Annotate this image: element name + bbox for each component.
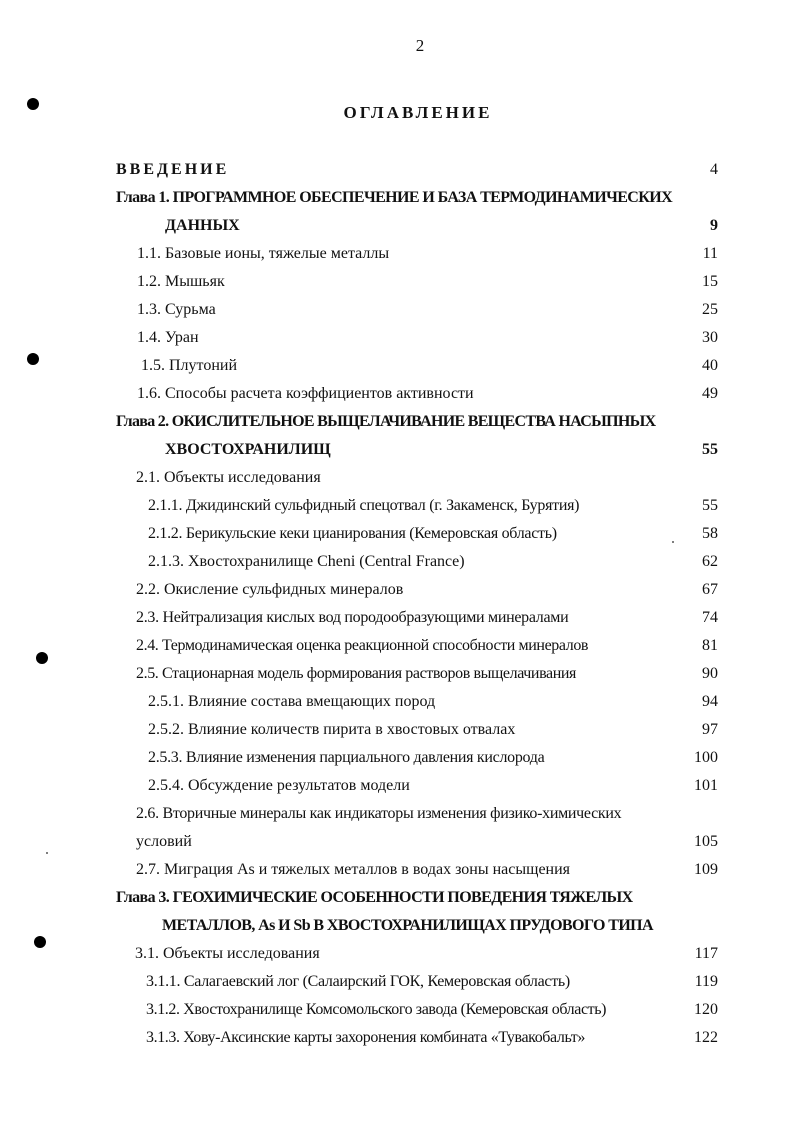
toc-entry[interactable] [0, 968, 796, 996]
toc-entry[interactable] [0, 492, 796, 520]
toc-entry-page: 25 [702, 301, 718, 318]
toc-entry-label: 1.5. Плутоний [141, 357, 238, 374]
toc-entry[interactable] [0, 296, 796, 324]
toc-entry[interactable] [0, 996, 796, 1024]
toc-entry-chapter-1[interactable] [0, 184, 796, 212]
toc-entry-page: 30 [702, 329, 718, 346]
toc-entry-label: 2.7. Миграция As и тяжелых металлов в водах зоны насыщения [136, 861, 571, 878]
toc-entry[interactable] [0, 772, 796, 800]
toc-entry-page: 49 [702, 385, 718, 402]
toc-entry-label: 2.2. Окисление сульфидных минералов [136, 581, 404, 598]
page-number: 2 [415, 36, 425, 55]
toc-entry-label: 1.1. Базовые ионы, тяжелые металлы [137, 245, 390, 262]
toc-entry[interactable] [0, 716, 796, 744]
toc-entry-page: 15 [702, 273, 718, 290]
toc-entry[interactable] [0, 688, 796, 716]
toc-entry-page: 109 [694, 861, 718, 878]
toc-entry-label: Глава 1. ПРОГРАММНОЕ ОБЕСПЕЧЕНИЕ И БАЗА ТЕРМОДИНАМИЧЕСКИХ [116, 189, 673, 206]
toc-entry-label: 2.3. Нейтрализация кислых вод породообразующими минералами [136, 609, 569, 626]
toc-entry-label: Глава 3. ГЕОХИМИЧЕСКИЕ ОСОБЕННОСТИ ПОВЕДЕНИЯ ТЯЖЕЛЫХ [116, 889, 633, 906]
toc-entry-label: 3.1. Объекты исследования [135, 945, 320, 962]
toc-entry-label: 3.1.3. Хову-Аксинские карты захоронения комбината «Тувакобальт» [146, 1029, 585, 1046]
toc-entry[interactable] [0, 632, 796, 660]
toc-entry-page: 55 [702, 497, 718, 514]
toc-entry-page: 94 [702, 693, 718, 710]
toc-entry-intro[interactable] [0, 156, 796, 184]
toc-entry-page: 122 [694, 1029, 718, 1046]
toc-entry[interactable] [0, 240, 796, 268]
toc-entry-page: 100 [694, 749, 718, 766]
toc-entry[interactable] [0, 352, 796, 380]
toc-entry-label: 3.1.1. Салагаевский лог (Салаирский ГОК, Кемеровская область) [146, 973, 570, 990]
toc-entry-label: ХВОСТОХРАНИЛИЩ [165, 441, 331, 458]
toc-entry[interactable] [0, 744, 796, 772]
toc-title: ОГЛАВЛЕНИЕ [343, 103, 493, 122]
toc-entry-page: 119 [694, 973, 718, 990]
toc-entry[interactable] [0, 856, 796, 884]
toc-entry-page: 120 [694, 1001, 718, 1018]
toc-entry-page: 9 [710, 217, 718, 234]
toc-entry-chapter-3[interactable] [0, 884, 796, 912]
toc-entry[interactable] [0, 660, 796, 688]
toc-entry-page: 62 [702, 553, 718, 570]
toc-entry[interactable] [0, 324, 796, 352]
toc-entry-page: 97 [702, 721, 718, 738]
toc-entry[interactable] [0, 268, 796, 296]
toc-entry[interactable] [0, 604, 796, 632]
toc-entry-page: 105 [694, 833, 718, 850]
toc-entry-chapter-2-cont[interactable] [0, 436, 796, 464]
toc-entry-page: 101 [694, 777, 718, 794]
toc-entry-label: 2.5.3. Влияние изменения парциального давления кислорода [148, 749, 545, 766]
toc-entry[interactable] [0, 520, 796, 548]
toc-entry-label: 2.6. Вторичные минералы как индикаторы изменения физико-химических [136, 805, 622, 822]
toc-entry-page: 117 [694, 945, 718, 962]
toc-entry[interactable] [0, 576, 796, 604]
toc-entry-page: 4 [710, 161, 718, 178]
toc-entry-cont[interactable] [0, 828, 796, 856]
toc-entry-page: 11 [702, 245, 718, 262]
toc-entry-label: 2.1. Объекты исследования [136, 469, 321, 486]
toc-entry-label: Глава 2. ОКИСЛИТЕЛЬНОЕ ВЫЩЕЛАЧИВАНИЕ ВЕЩЕСТВА НАСЫПНЫХ [116, 413, 656, 430]
toc-entry-label: 2.5.1. Влияние состава вмещающих пород [148, 693, 436, 710]
toc-entry-label: 1.6. Способы расчета коэффициентов активности [137, 385, 474, 402]
toc-entry[interactable] [0, 380, 796, 408]
toc-entry-page: 90 [702, 665, 718, 682]
toc-entry-label: 3.1.2. Хвостохранилище Комсомольского завода (Кемеровская область) [146, 1001, 607, 1018]
toc-entry-label: 2.1.1. Джидинский сульфидный спецотвал (г. Закаменск, Бурятия) [148, 497, 580, 514]
toc-entry-chapter-2[interactable] [0, 408, 796, 436]
toc-entry-page: 81 [702, 637, 718, 654]
toc-entry[interactable] [0, 800, 796, 828]
toc-entry-label: 2.5.4. Обсуждение результатов модели [148, 777, 410, 794]
toc-entry[interactable] [0, 1024, 796, 1052]
toc-entry-label: ДАННЫХ [165, 217, 240, 234]
toc-entry-label: 2.4. Термодинамическая оценка реакционной способности минералов [136, 637, 589, 654]
toc-entry-label: 1.2. Мышьяк [137, 273, 225, 290]
toc-entry-page: 58 [702, 525, 718, 542]
toc-entry-chapter-3-cont[interactable] [0, 912, 796, 940]
toc-entry-page: 40 [702, 357, 718, 374]
toc-entry[interactable] [0, 548, 796, 576]
toc-entry-page: 74 [702, 609, 718, 626]
toc-entry-page: 67 [702, 581, 718, 598]
toc-entry-label: ВВЕДЕНИЕ [116, 161, 230, 178]
toc-entry-label: 1.3. Сурьма [137, 301, 216, 318]
toc-entry-chapter-1-cont[interactable] [0, 212, 796, 240]
toc-entry-label: 2.5.2. Влияние количеств пирита в хвостовых отвалах [148, 721, 516, 738]
toc-entry[interactable] [0, 464, 796, 492]
toc-entry-label: 2.1.2. Берикульские кеки цианирования (Кемеровская область) [148, 525, 557, 542]
toc-entry-label: 2.1.3. Хвостохранилище Cheni (Central France) [148, 553, 465, 570]
toc-entry-label: 2.5. Стационарная модель формирования растворов выщелачивания [136, 665, 576, 682]
toc-entry-page: 55 [702, 441, 718, 458]
toc-entry-label: МЕТАЛЛОВ, As И Sb В ХВОСТОХРАНИЛИЩАХ ПРУДОВОГО ТИПА [162, 917, 653, 934]
toc-entry-label: 1.4. Уран [137, 329, 199, 346]
toc-entry-label: условий [136, 833, 192, 850]
toc-entry[interactable] [0, 940, 796, 968]
